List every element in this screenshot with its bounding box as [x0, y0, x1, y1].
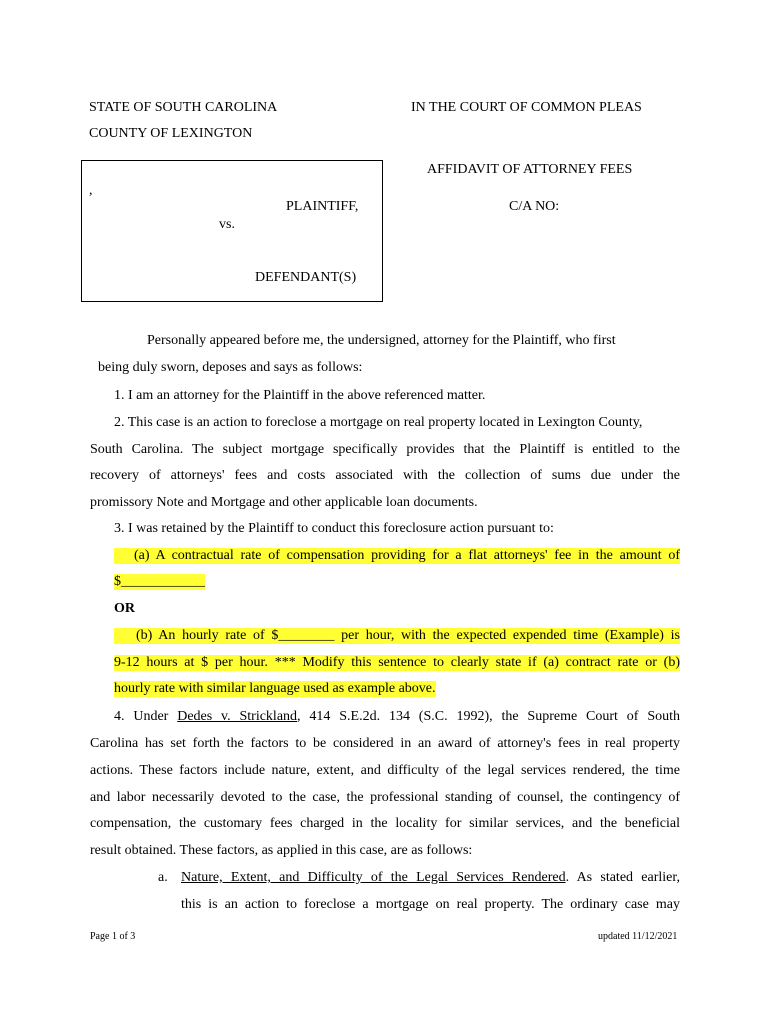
- document-title: AFFIDAVIT OF ATTORNEY FEES: [427, 162, 633, 177]
- option-b-text-1: (b) An hourly rate of $________ per hour, with the expected expended time (Example) is: [136, 628, 680, 643]
- intro-line-1: Personally appeared before me, the undersigned, attorney for the Plaintiff, who first: [147, 333, 616, 348]
- paragraph-2-line-4: promissory Note and Mortgage and other applicable loan documents.: [90, 495, 478, 510]
- paragraph-3: 3. I was retained by the Plaintiff to conduct this foreclosure action pursuant to:: [114, 521, 554, 536]
- paragraph-2-line-1: 2. This case is an action to foreclose a mortgage on real property located in Lexington County,: [114, 415, 643, 430]
- paragraph-4-line-6: result obtained. These factors, as applied in this case, are as follows:: [90, 843, 473, 858]
- paragraph-4-line-3: actions. These factors include nature, extent, and difficulty of the legal services rendered, the time: [90, 763, 680, 778]
- option-a-amount-blank: $____________: [114, 574, 205, 589]
- plaintiff-name-placeholder: ,: [89, 183, 93, 198]
- subparagraph-a-heading: Nature, Extent, and Difficulty of the Legal Services Rendered: [181, 870, 566, 885]
- subparagraph-a-rest: . As stated earlier,: [565, 870, 680, 885]
- or-separator: OR: [114, 601, 135, 616]
- paragraph-4-line-4: and labor necessarily devoted to the case, the professional standing of counsel, the contingency of: [90, 790, 680, 805]
- paragraph-4-citation-rest: , 414 S.E.2d. 134 (S.C. 1992), the Supreme Court of South: [297, 709, 680, 724]
- subparagraph-a-label: a.: [158, 870, 168, 885]
- paragraph-2-line-3: recovery of attorneys' fees and costs associated with the collection of sums due under the: [90, 468, 680, 483]
- subparagraph-a-line-1: [181, 870, 680, 886]
- option-a-line-1: [114, 548, 680, 564]
- option-b-line-2: 9-12 hours at $ per hour. *** Modify this sentence to clearly state if (a) contract rate or (b): [114, 655, 680, 670]
- paragraph-4-line-2: Carolina has set forth the factors to be considered in an award of attorney's fees in real property: [90, 736, 680, 751]
- paragraph-4-line-1: [114, 709, 680, 725]
- case-number-label: C/A NO:: [509, 199, 560, 214]
- plaintiff-label: PLAINTIFF,: [286, 199, 359, 214]
- state-heading: STATE OF SOUTH CAROLINA: [89, 100, 278, 115]
- defendant-label: DEFENDANT(S): [255, 270, 357, 285]
- paragraph-4-line-5: compensation, the customary fees charged in the locality for similar services, and the beneficial: [90, 816, 680, 831]
- court-heading: IN THE COURT OF COMMON PLEAS: [411, 100, 642, 115]
- case-citation: Dedes v. Strickland: [177, 709, 298, 724]
- option-b-line-1: [114, 628, 680, 644]
- updated-date: updated 11/12/2021: [598, 931, 678, 942]
- paragraph-1: 1. I am an attorney for the Plaintiff in the above referenced matter.: [114, 388, 486, 403]
- versus-label: vs.: [219, 217, 235, 232]
- option-b-line-3: hourly rate with similar language used as example above.: [114, 681, 436, 696]
- paragraph-4-number: 4. Under: [114, 709, 178, 724]
- subparagraph-a-line-2: this is an action to foreclose a mortgage on real property. The ordinary case may: [181, 897, 680, 912]
- intro-line-2: being duly sworn, deposes and says as follows:: [98, 360, 363, 375]
- county-heading: COUNTY OF LEXINGTON: [89, 126, 253, 141]
- paragraph-2-line-2: South Carolina. The subject mortgage specifically provides that the Plaintiff is entitled to the: [90, 442, 680, 457]
- option-a-text: (a) A contractual rate of compensation providing for a flat attorneys' fee in the amount of: [134, 548, 680, 563]
- page-number: Page 1 of 3: [90, 931, 136, 942]
